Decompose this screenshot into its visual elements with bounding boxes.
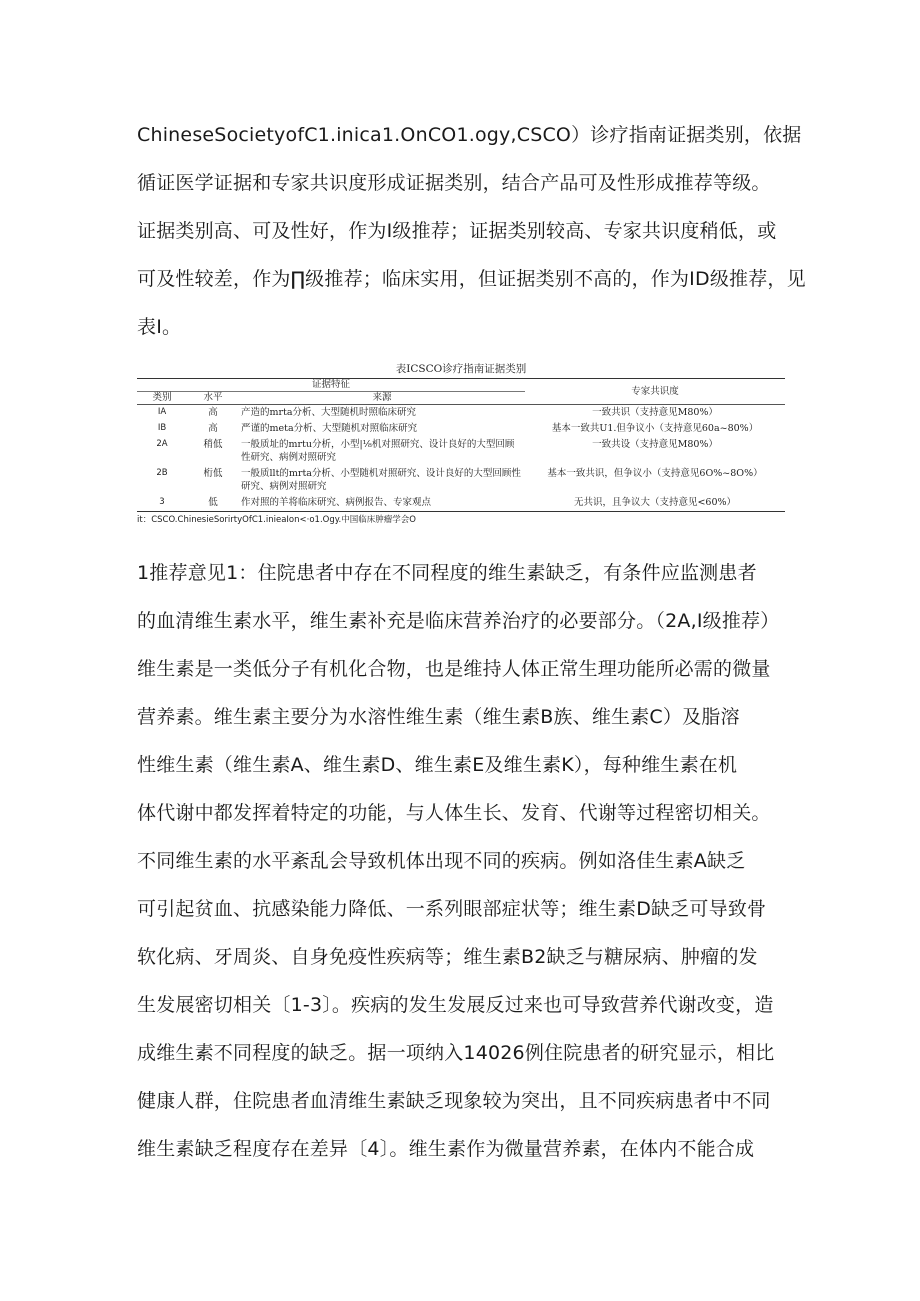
category-cell: 2B: [156, 468, 168, 478]
text-line: 可引起贫血、抗感染能力降低、一系列眼部症状等；维生素D缺乏可导致骨: [137, 898, 767, 920]
evidence-feature-header: 证据特征: [137, 379, 525, 392]
evidence-table-block: [137, 362, 785, 527]
text-line: 成维生素不同程度的缺乏。据一项纳入14026例住院患者的研究显示，相比: [137, 1042, 775, 1064]
text-line: 可及性较差，作为∏级推荐；临床实用，但证据类别不高的，作为ID级推荐，见: [137, 268, 806, 290]
table-row: [137, 421, 785, 437]
text-line: 表I。: [137, 316, 182, 338]
text-line: 的血清维生素水平，维生素补充是临床营养治疗的必要部分。（2A,I级推荐）: [137, 610, 780, 632]
table-caption: 表ICSCO诊疗指南证据类别: [395, 363, 527, 375]
category-cell: IB: [157, 423, 167, 433]
category-cell: 3: [137, 495, 187, 512]
source-cell: 一般质址的mrtu分析，小型|⅛机对照研究、设计良好的大型回顾性研究、病例对照研究: [241, 439, 515, 463]
category-header: 类别: [137, 392, 187, 405]
body-paragraph: [137, 556, 792, 1180]
source-header: 来源: [239, 392, 525, 405]
text-line: 循证医学证据和专家共识度形成证据类别，结合产品可及性形成推荐等级。: [137, 172, 771, 194]
table-row: [137, 466, 785, 495]
consensus-cell: 一致共识（支持意见M80%）: [592, 407, 718, 418]
table-footnote: it：CSCO.ChinesieSorirtyOfC1.inieaIon<·o1.Ogy.中国临床肿瘤学会O: [137, 515, 416, 525]
level-cell: 高: [208, 407, 218, 418]
text-line: 维生素是一类低分子有机化合物，也是维持人体正常生理功能所必需的微量: [137, 658, 771, 680]
text-line: 体代谢中都发挥着特定的功能，与人体生长、发育、代谢等过程密切相关。: [137, 802, 771, 824]
level-cell: 桁低: [203, 468, 223, 479]
level-header: 水平: [187, 392, 239, 405]
text-line: ChineseSocietyofC1.inica1.OnCO1.ogy,CSCO）诊疗指南证据类别，依据: [137, 124, 802, 146]
text-line: 健康人群，住院患者血清维生素缺乏现象较为突出，且不同疾病患者中不同: [137, 1090, 771, 1112]
source-cell: 严谨的meta分析、大型随机对照临床研究: [241, 423, 418, 434]
level-cell: 稍低: [203, 439, 223, 450]
consensus-header: 专家共识度: [525, 379, 785, 405]
consensus-cell: 一致共设（支持意见M80%）: [592, 439, 718, 450]
text-line: 性维生素（维生素A、维生素D、维生素E及维生素K），每种维生素在机: [137, 754, 738, 776]
consensus-cell: 无共识，且争议大（支持意见<60%）: [525, 495, 785, 512]
table-row: [137, 405, 785, 422]
text-line: 营养素。维生素主要分为水溶性维生素（维生素B族、维生素C）及脂溶: [137, 706, 740, 728]
table-row: [137, 437, 785, 466]
level-cell: 低: [187, 495, 239, 512]
category-cell: 2A: [156, 439, 168, 449]
category-cell: IA: [157, 407, 167, 417]
level-cell: 高: [208, 423, 218, 434]
source-cell: 作对照的羊将临床研究、病例报告、专家观点: [239, 495, 525, 512]
consensus-cell: 基本一致共U1.但争议小（支持意见60a~80%）: [551, 423, 759, 434]
text-line: 维生素缺乏程度存在差异〔4〕。维生素作为微量营养素，在体内不能合成: [137, 1138, 755, 1160]
text-line: 1推荐意见1：住院患者中存在不同程度的维生素缺乏，有条件应监测患者: [137, 562, 757, 584]
text-line: 生发展密切相关〔1-3〕。疾病的发生发展反过来也可导致营养代谢改变，造: [137, 994, 774, 1016]
source-cell: 一般质llt的mrta分析、小型随机对照研究、设计良好的大型回顾性研究、病例对照研究: [241, 468, 521, 492]
text-line: 证据类别高、可及性好，作为I级推荐；证据类别较高、专家共识度稍低，或: [137, 220, 777, 242]
intro-paragraph: [137, 118, 806, 358]
consensus-cell: 基本一致共识，但争议小（支持意见6O%~8O%）: [547, 468, 763, 479]
table-row: [137, 495, 785, 512]
source-cell: 产造的mrta分析、大型随机时照临床研究: [241, 407, 417, 418]
text-line: 不同维生素的水平紊乱会导致机体出现不同的疾病。例如洛佳生素A缺乏: [137, 850, 746, 872]
evidence-table: [137, 378, 785, 512]
text-line: 软化病、牙周炎、自身免疫性疾病等；维生素B2缺乏与糖尿病、肿瘤的发: [137, 946, 758, 968]
